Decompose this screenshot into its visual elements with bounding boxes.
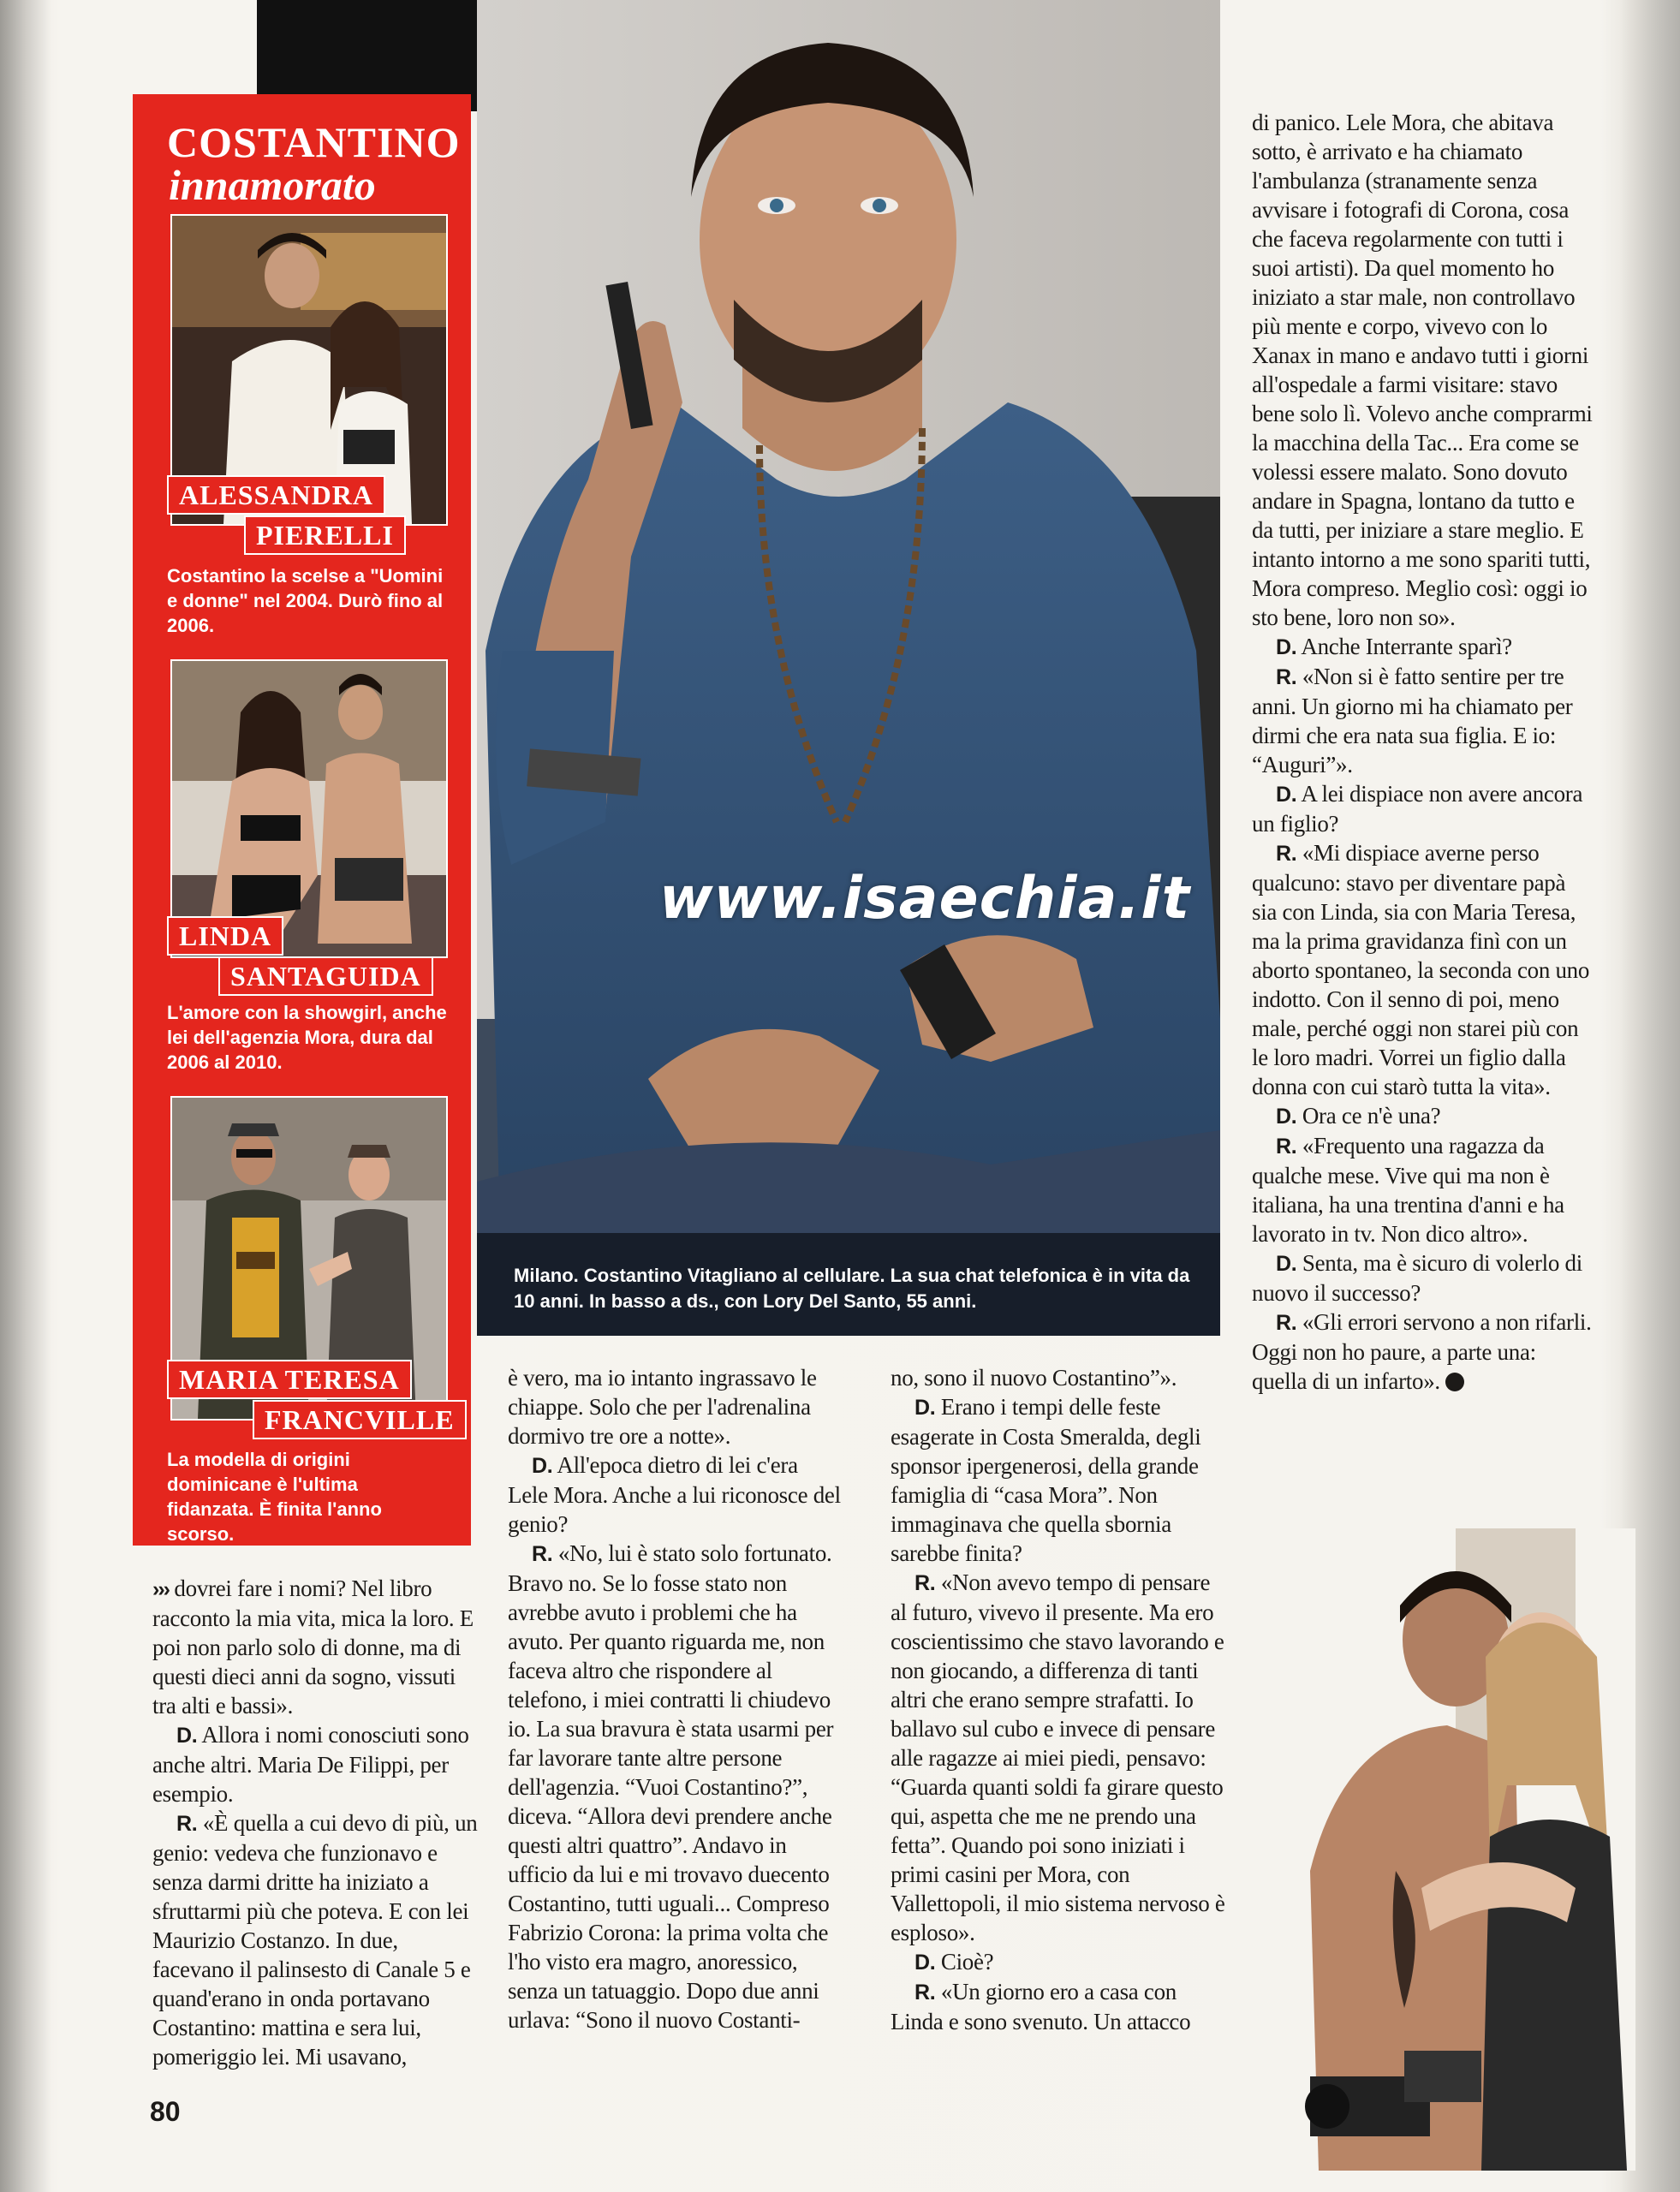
paragraph: R. «È quella a cui devo di più, un genio: vedeva che funzionavo e senza darmi dritte ha iniziato a sfruttarmi più che poteva. E con lei Maurizio Costanzo. In due, facevano il palinsesto di Canale 5 e quand'erano in onda portavano Costantino: mattina e sera lui, pomeriggio lei. Mi usavano, xyxy=(152,1810,478,2070)
sidebar-subtitle: innamorato xyxy=(169,161,376,209)
name-tag-line1: LINDA xyxy=(167,916,283,956)
paragraph: R. «Mi dispiace averne perso qualcuno: stavo per diventare papà sia con Linda, sia con Maria Teresa, ma la prima gravidanza finì con un aborto spontaneo, la seconda con uno indotto. Con il senno di poi, meno male, perché oggi non starei più con le loro madri. Vorrei un figlio dalla donna con cui starò tutta la vita». xyxy=(1252,840,1590,1099)
paragraph: R. «Non si è fatto sentire per tre anni. Un giorno mi ha chiamato per dirmi che era nata sua figlia. E io: “Auguri”». xyxy=(1252,664,1573,777)
sidebar-caption: La modella di origini dominicane è l'ultima fidanzata. È finita l'anno scorso. xyxy=(167,1449,382,1545)
continue-arrows: ››› xyxy=(152,1577,169,1601)
name-tag-line1: ALESSANDRA xyxy=(167,475,385,515)
paragraph: R. «Un giorno ero a casa con Linda e sono svenuto. Un attacco xyxy=(891,1979,1191,2034)
name-tag-line2: PIERELLI xyxy=(244,515,406,555)
paragraph: R. «No, lui è stato solo fortunato. Bravo no. Se lo fosse stato non avrebbe avuto i problemi che ha avuto. Per quanto riguarda me, non faceva altro che rispondere al telefono, i miei contratti li chiudevo io. La sua bravura è stata usarmi per far lavorare tante altre persone dell'agenzia. “Vuoi Costantino?”, diceva. “Allora devi prendere anche questi altri quattro”. Andavo in ufficio da lui e mi trovavo duecento Costantino, tutti uguali... Compreso Fabrizio Corona: la prima volta che l'ho visto era magro, anoressico, senza un tatuaggio. Dopo due anni urlava: “Sono il nuovo Costanti- xyxy=(508,1540,834,2033)
paragraph: D. Anche Interrante sparì? xyxy=(1276,634,1512,659)
paragraph: D. Erano i tempi delle feste esagerate in Costa Smeralda, degli sponsor ipergenerosi, della grande famiglia di “casa Mora”. Non immaginava che quella sbornia sarebbe finita? xyxy=(891,1394,1201,1566)
paragraph: no, sono il nuovo Costantino”». xyxy=(891,1365,1177,1391)
paragraph: è vero, ma io intanto ingrassavo le chiappe. Solo che per l'adrenalina dormivo tre ore a notte». xyxy=(508,1365,817,1449)
paragraph: D. Senta, ma è sicuro di volerlo di nuovo il successo? xyxy=(1252,1250,1582,1306)
sidebar-caption: Costantino la scelse a "Uomini e donne" nel 2004. Durò fino al 2006. xyxy=(167,565,444,636)
paragraph: R. «Gli errori servono a non rifarli. Oggi non ho paure, a parte una: quella di un infarto». xyxy=(1252,1309,1592,1394)
watermark: www.isaechia.it xyxy=(658,865,1191,932)
paragraph: di panico. Lele Mora, che abitava sotto, è arrivato e ha chiamato l'ambulanza (stranamente senza avvisare i fotografi di Corona, cosa che faceva regolarmente con tutti i suoi artisti). Da quel momento ho iniziato a star male, non controllavo più mente e corpo, vivevo con lo Xanax in mano e andavo tutti i giorni all'ospedale a farmi visitare: stavo bene solo lì. Volevo anche comprarmi la macchina della Tac... Era come se volessi essere malato. Sono dovuto andare in Spagna, lontano da tutto e da tutti, per iniziare a stare meglio. E intanto intorno a me sono spariti tutti, Mora compreso. Meglio così: oggi io sto bene, loro non so». xyxy=(1252,110,1593,630)
photo-with-lory-del-santo xyxy=(1293,1528,1635,2171)
paragraph: D. A lei dispiace non avere ancora un figlio? xyxy=(1252,781,1583,837)
paragraph: D. Allora i nomi conosciuti sono anche altri. Maria De Filippi, per esempio. xyxy=(152,1722,469,1807)
photo-linda-santaguida xyxy=(170,659,448,958)
paragraph: ››› dovrei fare i nomi? Nel libro racconto la mia vita, mica la loro. E poi non parlo solo di donne, ma di questi dieci anni da sogno, vissuti tra alti e bassi». xyxy=(152,1576,474,1718)
sidebar-box xyxy=(133,94,471,1546)
text-column-4 xyxy=(1252,108,1594,1396)
page-number: 80 xyxy=(150,2096,181,2127)
sidebar-title: COSTANTINO xyxy=(167,118,461,166)
paragraph: D. All'epoca dietro di lei c'era Lele Mora. Anche a lui riconosce del genio? xyxy=(508,1452,841,1537)
name-tag-line2: SANTAGUIDA xyxy=(218,956,433,996)
paragraph: R. «Non avevo tempo di pensare al futuro, vivevo il presente. Ma ero coscientissimo che stavo lavorando e non giocando, a differenza di tanti altri che erano sempre strafatti. Io ballavo sul cubo e invece di pensare alle ragazze ai miei piedi, pensavo: “Guarda quanti soldi fa girare questo qui, aspetta che me ne prendo una fetta”. Quando poi sono iniziati i primi casini per Mora, con Vallettopoli, il mio sistema nervoso è esploso». xyxy=(891,1570,1225,1945)
sidebar-caption: L'amore con la showgirl, anche lei dell'agenzia Mora, dura dal 2006 al 2010. xyxy=(167,1002,447,1073)
paragraph: D. Cioè? xyxy=(914,1949,994,1975)
paragraph: D. Ora ce n'è una? xyxy=(1276,1103,1441,1129)
paragraph: R. «Frequento una ragazza da qualche mese. Vive qui ma non è italiana, ha una trentina d'anni e ha lavorato in tv. Non dico altro». xyxy=(1252,1133,1564,1247)
spine-shadow xyxy=(0,0,51,2192)
name-tag-line2: FRANCVILLE xyxy=(253,1400,467,1439)
text-column-2 xyxy=(508,1363,842,2034)
end-mark-icon xyxy=(1445,1373,1464,1391)
photo-caption: Milano. Costantino Vitagliano al cellulare. La sua chat telefonica è in vita da 10 anni. In basso a ds., con Lory Del Santo, 55 anni. xyxy=(514,1265,1190,1312)
main-photo xyxy=(477,0,1220,1336)
text-column-3 xyxy=(891,1363,1229,2036)
text-column-1 xyxy=(152,1574,482,2071)
name-tag-line1: MARIA TERESA xyxy=(167,1360,412,1399)
